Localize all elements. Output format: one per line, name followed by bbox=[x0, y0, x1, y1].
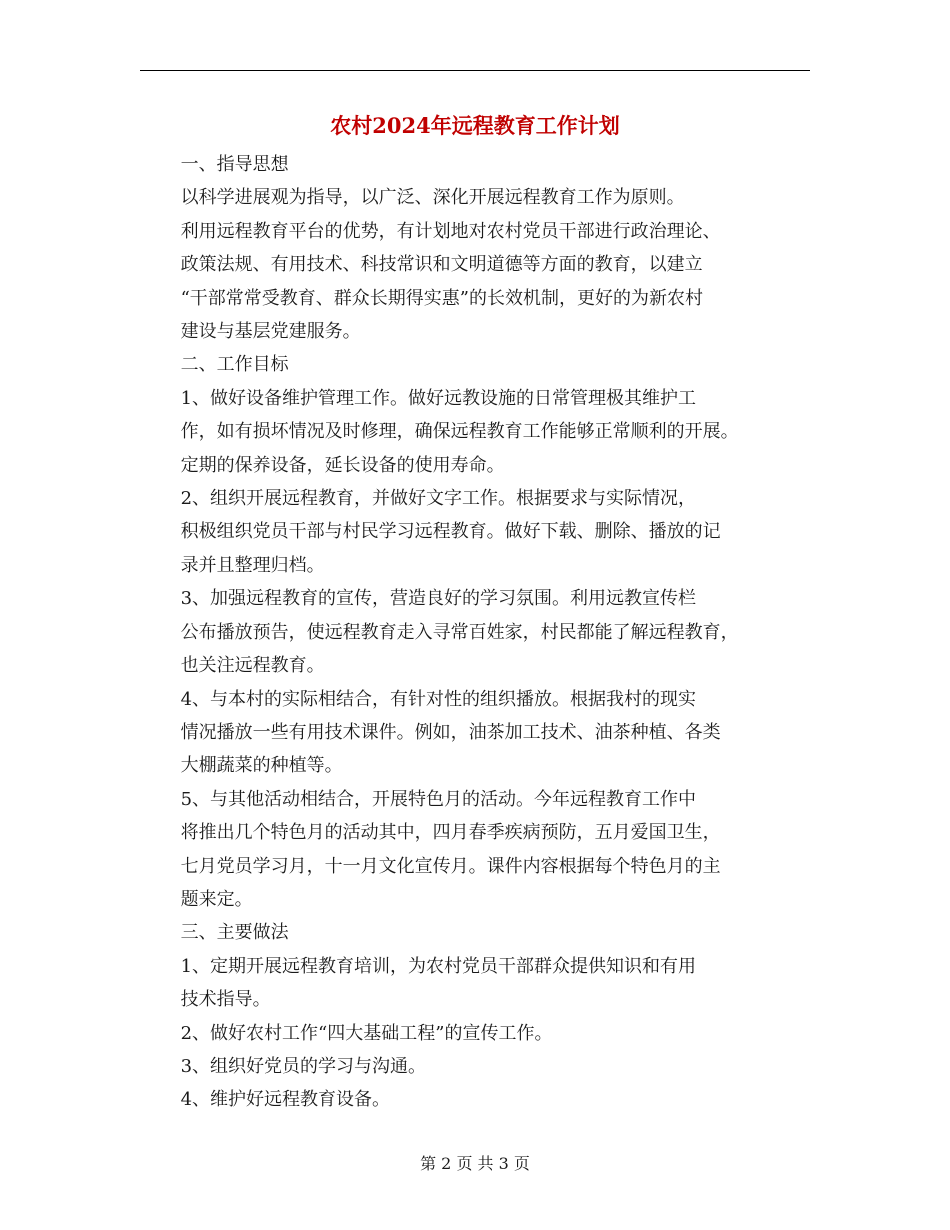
text-line: 4、维护好远程教育设备。 bbox=[180, 1089, 391, 1111]
text-line: 以科学进展观为指导，以广泛、深化开展远程教育工作为原则。 bbox=[180, 187, 685, 209]
paragraph bbox=[141, 1083, 811, 1116]
text-line: 利用远程教育平台的优势，有计划地对农村党员干部进行政治理论、 bbox=[180, 220, 721, 242]
text-line: 1、定期开展远程教育培训，为农村党员干部群众提供知识和有用 bbox=[180, 955, 697, 977]
header-rule bbox=[140, 70, 810, 71]
paragraph bbox=[141, 348, 811, 381]
paragraph bbox=[141, 916, 811, 949]
paragraph bbox=[141, 382, 811, 482]
text-line: 政策法规、有用技术、科技常识和文明道德等方面的教育，以建立 bbox=[180, 254, 703, 276]
paragraph bbox=[141, 950, 811, 1017]
text-line: 2、组织开展远程教育，并做好文字工作。根据要求与实际情况， bbox=[180, 488, 697, 510]
text-line: 七月党员学习月，十一月文化宣传月。课件内容根据每个特色月的主 bbox=[180, 855, 721, 877]
text-line: 三、主要做法 bbox=[180, 922, 289, 944]
text-line: 1、做好设备维护管理工作。做好远教设施的日常管理极其维护工 bbox=[180, 387, 697, 409]
text-line: 情况播放一些有用技术课件。例如，油茶加工技术、油茶种植、各类 bbox=[180, 721, 721, 743]
text-line: 题来定。 bbox=[180, 888, 253, 910]
paragraph bbox=[141, 683, 811, 783]
text-line: 一、指导思想 bbox=[180, 154, 289, 175]
document-body bbox=[141, 148, 811, 1117]
text-line: 作，如有损坏情况及时修理，确保远程教育工作能够正常顺利的开展。 bbox=[180, 421, 739, 443]
page-footer: 第 2 页 共 3 页 bbox=[420, 1154, 530, 1173]
paragraph bbox=[141, 181, 811, 348]
text-line: 2、做好农村工作“四大基础工程”的宣传工作。 bbox=[180, 1022, 553, 1044]
text-line: 3、加强远程教育的宣传，营造良好的学习氛围。利用远教宣传栏 bbox=[180, 588, 697, 610]
paragraph bbox=[141, 482, 811, 582]
text-line: 将推出几个特色月的活动其中，四月春季疾病预防，五月爱国卫生， bbox=[180, 822, 721, 844]
text-line: 技术指导。 bbox=[180, 989, 271, 1011]
text-line: 公布播放预告，使远程教育走入寻常百姓家，村民都能了解远程教育， bbox=[180, 621, 739, 643]
paragraph bbox=[141, 1050, 811, 1083]
paragraph bbox=[141, 582, 811, 682]
text-line: 二、工作目标 bbox=[180, 354, 289, 376]
text-line: 定期的保养设备，延长设备的使用寿命。 bbox=[180, 454, 505, 476]
text-line: 4、与本村的实际相结合，有针对性的组织播放。根据我村的现实 bbox=[180, 688, 697, 710]
paragraph bbox=[141, 783, 811, 917]
text-line: 建设与基层党建服务。 bbox=[180, 321, 361, 343]
text-line: 积极组织党员干部与村民学习远程教育。做好下载、删除、播放的记 bbox=[180, 521, 721, 543]
text-line: 也关注远程教育。 bbox=[180, 655, 325, 677]
text-line: 5、与其他活动相结合，开展特色月的活动。今年远程教育工作中 bbox=[180, 788, 697, 810]
text-line: “干部常常受教育、群众长期得实惠”的长效机制，更好的为新农村 bbox=[180, 287, 703, 309]
text-line: 录并且整理归档。 bbox=[180, 554, 325, 576]
paragraph bbox=[141, 1017, 811, 1050]
text-line: 3、组织好党员的学习与沟通。 bbox=[180, 1055, 427, 1077]
paragraph bbox=[141, 148, 811, 181]
document-title: 农村2024年远程教育工作计划 bbox=[330, 113, 620, 138]
text-line: 大棚蔬菜的种植等。 bbox=[180, 755, 343, 777]
